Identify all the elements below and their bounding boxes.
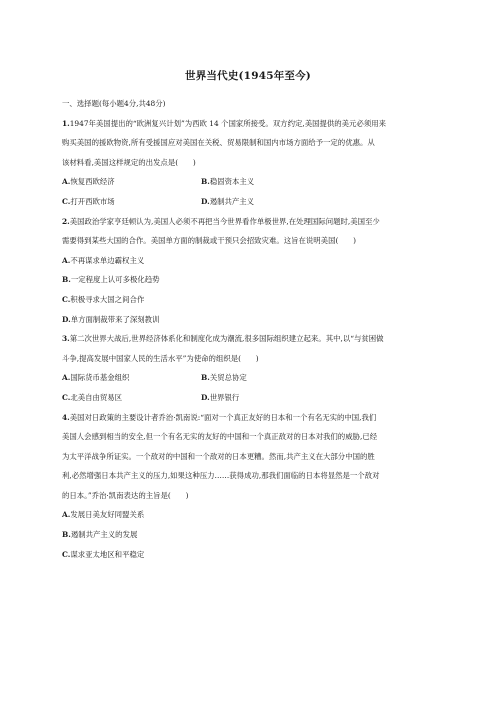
- question-4-line-2: 美国人会感到相当的安全,但一个有名无实的友好的中国和一个真正敌对的日本对我们的威胁,已经: [62, 432, 378, 442]
- option-c[interactable]: [62, 290, 440, 310]
- question-1-line-2: 购买美国的援欧物资,所有受援国应对美国在关税、贸易限制和国内市场方面给予一定的优惠。从: [62, 138, 375, 148]
- question-number: 4.: [62, 412, 70, 422]
- option-d[interactable]: [201, 388, 340, 408]
- option-b[interactable]: [201, 172, 340, 192]
- option-letter: A.: [62, 255, 71, 265]
- option-text: 恢复西欧经济: [70, 177, 115, 187]
- question-2: [62, 212, 440, 330]
- option-letter: B.: [201, 177, 210, 187]
- option-letter: B.: [201, 373, 210, 383]
- question-number: 2.: [62, 216, 70, 226]
- question-text: 第二次世界大战后,世界经济体系化和制度化成为潮流,很多国际组织建立起来。其中,以“与贫困做: [69, 334, 384, 344]
- option-c[interactable]: [62, 192, 201, 212]
- option-a[interactable]: [62, 251, 440, 271]
- options-row: [62, 368, 440, 388]
- question-4-line-3: 为太平洋战争所证实。一个敌对的中国和一个敌对的日本更糟。然而,共产主义在大部分中国的胜: [62, 451, 375, 461]
- option-letter: D.: [62, 314, 71, 324]
- option-c[interactable]: [62, 388, 201, 408]
- option-letter: B.: [62, 530, 71, 540]
- question-number: 3.: [62, 334, 70, 344]
- option-text: 北美自由贸易区: [70, 392, 123, 402]
- option-a[interactable]: [62, 505, 440, 525]
- document-title: 世界当代史(1945年至今): [185, 70, 311, 82]
- option-d[interactable]: [62, 310, 440, 330]
- option-text: 不再谋求单边霸权主义: [70, 255, 145, 265]
- option-text: 一定程度上认可多极化趋势: [70, 275, 160, 285]
- option-letter: C.: [62, 294, 71, 304]
- option-a[interactable]: [62, 172, 201, 192]
- option-text: 单方面制裁带来了深刻教训: [70, 314, 160, 324]
- option-d[interactable]: [201, 192, 340, 212]
- question-1: [62, 114, 440, 212]
- option-letter: C.: [62, 392, 71, 402]
- question-3: [62, 329, 440, 407]
- question-3-line-2: 斗争,提高发展中国家人民的生活水平”为使命的组织是( ): [62, 353, 259, 363]
- question-number: 1.: [62, 118, 70, 128]
- section-header: 一、选择题(每小题4分,共48分): [62, 99, 166, 108]
- option-text: 世界银行: [209, 392, 240, 402]
- option-letter: A.: [62, 177, 71, 187]
- options-row: [62, 388, 440, 408]
- option-letter: C.: [62, 196, 71, 206]
- option-text: 稳固资本主义: [209, 177, 255, 187]
- option-letter: C.: [62, 549, 71, 559]
- options-row: [62, 192, 440, 212]
- option-letter: B.: [62, 275, 71, 285]
- options-row: [62, 172, 440, 192]
- option-text: 积极寻求大国之间合作: [70, 294, 145, 304]
- question-4-line-4: 利,必然增强日本共产主义的压力,如果这种压力……获得成功,那我们面临的日本将显然是一个敌对: [62, 471, 380, 481]
- option-b[interactable]: [201, 368, 340, 388]
- option-b[interactable]: [62, 525, 440, 545]
- question-text: 美国政治学家亨廷顿认为,美国人必须不再把当今世界看作单极世界,在处理国际问题时,美国至少: [69, 216, 380, 226]
- option-a[interactable]: [62, 368, 201, 388]
- question-2-line-2: 需要得到某些大国的合作。美国单方面的制裁或干预只会招致灾难。这旨在说明美国( ): [62, 236, 357, 246]
- question-text: 美国对日政策的主要设计者乔治·凯南说:“面对一个真正友好的日本和一个有名无实的中国,我们: [69, 412, 377, 422]
- option-text: 关贸总协定: [209, 373, 247, 383]
- question-4-line-1: [62, 408, 440, 428]
- option-letter: A.: [62, 510, 71, 520]
- question-text: 1947年美国提出的“欧洲复兴计划”为西欧 14 个国家所接受。双方约定,美国提供的美元必须用来: [69, 118, 386, 128]
- question-1-line-1: [62, 114, 440, 134]
- option-letter: A.: [62, 373, 71, 383]
- document-body: [62, 94, 440, 564]
- option-text: 遏制共产主义: [209, 196, 255, 206]
- question-2-line-1: [62, 212, 440, 232]
- option-text: 发展日美友好同盟关系: [70, 510, 145, 520]
- option-text: 打开西欧市场: [70, 196, 115, 206]
- question-3-line-1: [62, 329, 440, 349]
- option-letter: D.: [201, 392, 210, 402]
- question-4: [62, 408, 440, 565]
- option-letter: D.: [201, 196, 210, 206]
- question-1-line-3: 该材料看,美国这样规定的出发点是( ): [62, 157, 196, 167]
- option-b[interactable]: [62, 270, 440, 290]
- option-text: 谋求亚太地区和平稳定: [70, 549, 145, 559]
- option-text: 遏制共产主义的发展: [70, 530, 138, 540]
- question-4-line-5: 的日本。”乔治·凯南表达的主旨是( ): [62, 490, 189, 500]
- option-c[interactable]: [62, 545, 440, 565]
- option-text: 国际货币基金组织: [70, 373, 130, 383]
